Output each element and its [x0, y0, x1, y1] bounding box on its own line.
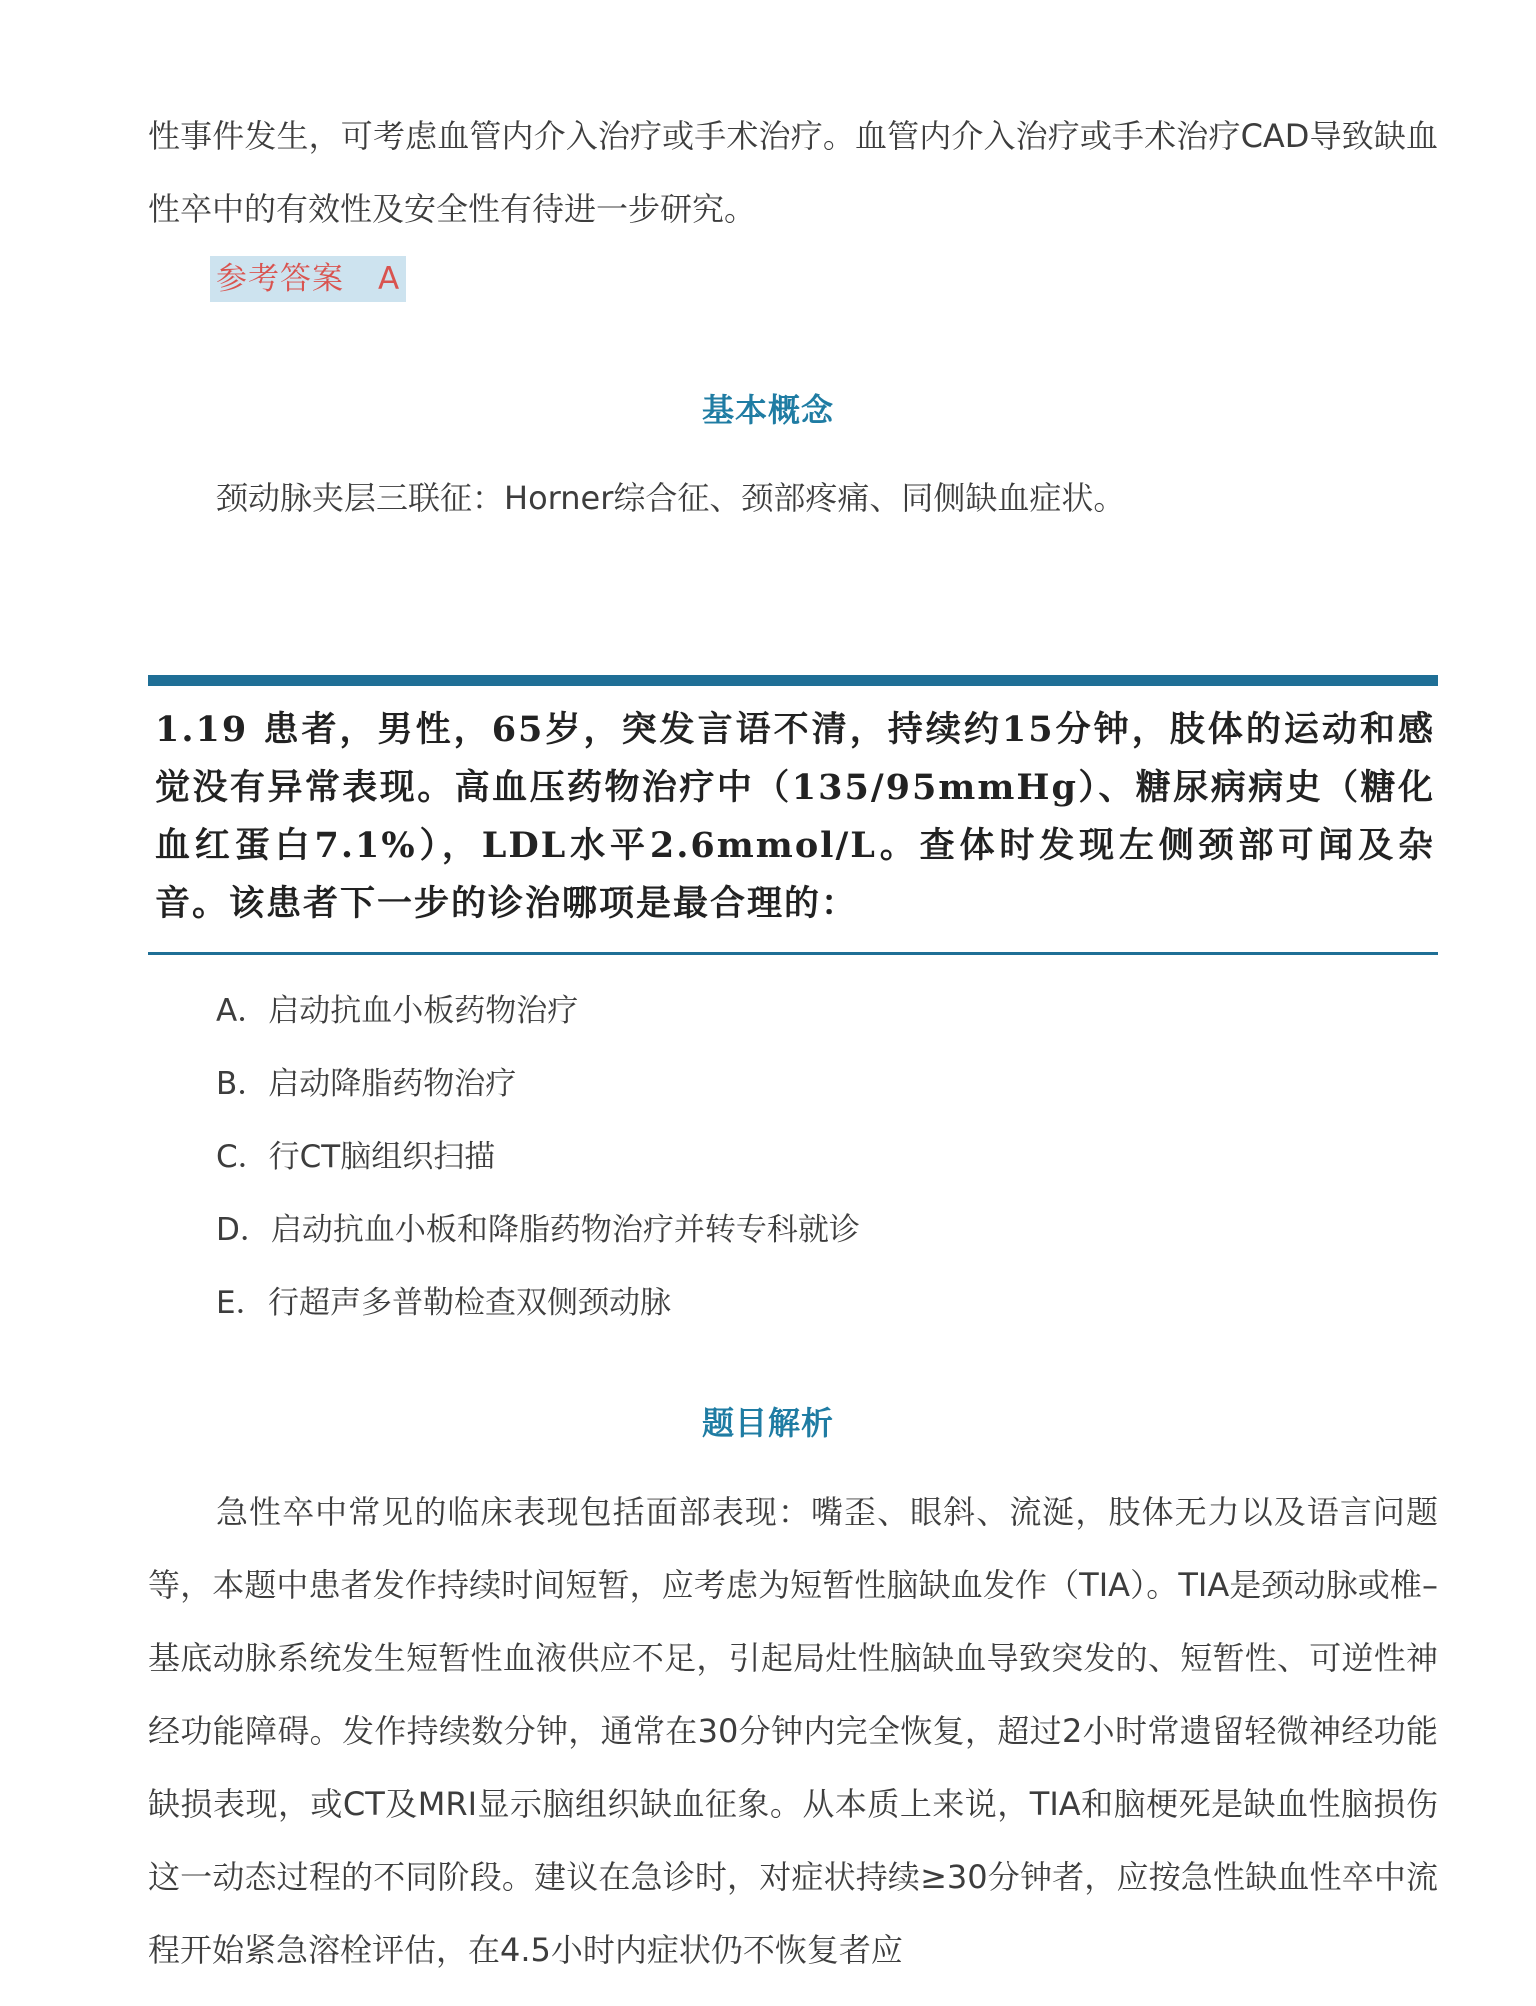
option-d — [216, 1194, 860, 1267]
concept-title: 基本概念 — [701, 391, 834, 429]
option-text: 启动抗血小板和降脂药物治疗并转专科就诊 — [270, 1212, 860, 1248]
reference-answer-label: 参考答案 — [216, 261, 344, 297]
reference-answer — [210, 256, 406, 302]
analysis-title: 题目解析 — [701, 1404, 834, 1442]
reference-answer-value: A — [378, 261, 401, 297]
question-top-rule — [148, 675, 1438, 686]
option-e — [216, 1267, 860, 1340]
option-text: 行CT脑组织扫描 — [268, 1139, 496, 1175]
intro-paragraph: 性事件发生，可考虑血管内介入治疗或手术治疗。血管内介入治疗或手术治疗CAD导致缺血性卒中的有效性及安全性有待进一步研究。 — [148, 117, 1438, 228]
option-text: 启动抗血小板药物治疗 — [268, 993, 579, 1029]
option-text: 启动降脂药物治疗 — [268, 1066, 517, 1102]
question-bottom-rule — [148, 952, 1438, 955]
option-text: 行超声多普勒检查双侧颈动脉 — [268, 1285, 671, 1321]
option-b — [216, 1048, 860, 1121]
option-c — [216, 1121, 860, 1194]
option-letter: C． — [216, 1139, 269, 1175]
analysis-paragraph: 急性卒中常见的临床表现包括面部表现：嘴歪、眼斜、流涎，肢体无力以及语言问题等，本题中患者发作持续时间短暂，应考虑为短暂性脑缺血发作（TIA）。TIA是颈动脉或椎–基底动脉系统发生短暂性血液供应不足，引起局灶性脑缺血导致突发的、短暂性、可逆性神经功能障碍。发作持续数分钟，通常在30分钟内完全恢复，超过2小时常遗留轻微神经功能缺损表现，或CT及MRI显示脑组织缺血征象。从本质上来说，TIA和脑梗死是缺血性脑损伤这一动态过程的不同阶段。建议在急诊时，对症状持续≥30分钟者，应按急性缺血性卒中流程开始紧急溶栓评估，在4.5小时内症状仍不恢复者应 — [148, 1493, 1438, 1969]
option-letter: A． — [216, 993, 269, 1029]
concept-text: 颈动脉夹层三联征：Horner综合征、颈部疼痛、同侧缺血症状。 — [216, 479, 1126, 517]
question-stem: 1.19 患者，男性，65岁，突发言语不清，持续约15分钟，肢体的运动和感觉没有异常表现。高血压药物治疗中（135/95mmHg）、糖尿病病史（糖化血红蛋白7.1%），LDL水平2.6mmol/L。查体时发现左侧颈部可闻及杂音。该患者下一步的诊治哪项是最合理的： — [155, 709, 1435, 924]
option-letter: D． — [216, 1212, 271, 1248]
option-letter: B． — [216, 1066, 269, 1102]
option-letter: E． — [216, 1285, 267, 1321]
answer-options — [216, 975, 860, 1340]
option-a — [216, 975, 860, 1048]
